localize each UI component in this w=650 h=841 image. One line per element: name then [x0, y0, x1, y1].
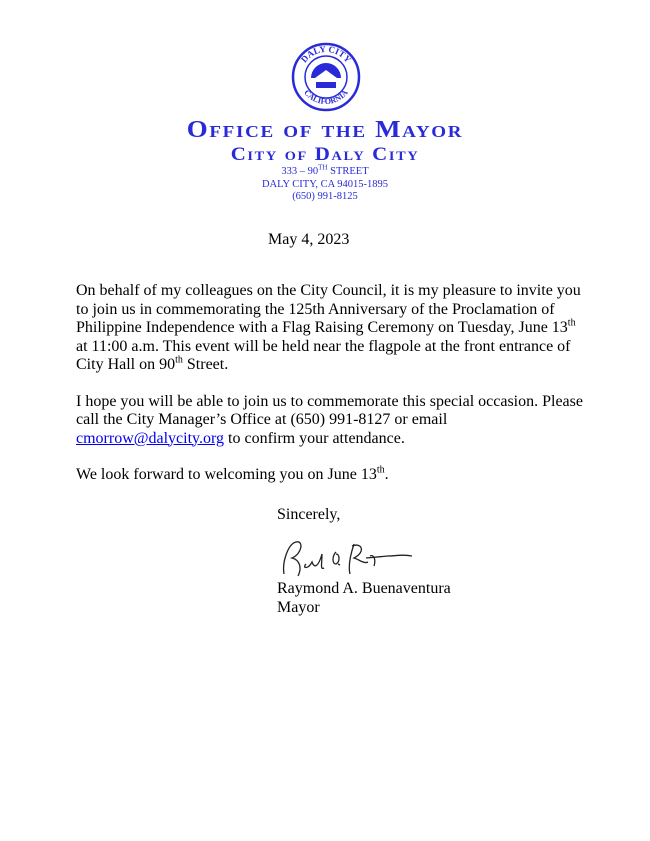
- letter-date: May 4, 2023: [268, 231, 350, 248]
- svg-text:CALIFORNIA: CALIFORNIA: [302, 87, 350, 107]
- address-sup: TH: [318, 163, 328, 172]
- p1-text-c: Street.: [182, 356, 229, 373]
- address-street: STREET: [327, 166, 369, 177]
- office-title: Office of the Mayor: [186, 117, 464, 143]
- p3-sup: th: [376, 464, 385, 476]
- email-link[interactable]: cmorrow@dalycity.org: [76, 429, 225, 447]
- phone: (650) 991-8125: [292, 191, 358, 202]
- p3-text-b: .: [384, 466, 389, 483]
- signer-block: [277, 580, 451, 617]
- p1-text-a: On behalf of my colleagues on the City Council, it is my pleasure to invite you to join us in commemorating the 125th Anniversary of the Proclamation of Philippine Independence with a Flag Raising Ceremony on Tuesday, June 13: [76, 282, 581, 336]
- city-title: City of Daly City: [230, 144, 420, 165]
- daly-city-seal-logo: [291, 42, 361, 112]
- p1-text-b: at 11:00 a.m. This event will be held near the flagpole at the front entrance of City Hall on 90: [76, 337, 571, 373]
- p1-sup-2: th: [175, 354, 183, 366]
- p3-text-a: We look forward to welcoming you on June 13: [76, 466, 377, 483]
- letter-body: [76, 282, 586, 503]
- address-number: 333 – 90: [281, 166, 319, 177]
- p2-text-a: I hope you will be able to join us to commemorate this special occasion. Please call the City Manager’s Office at (650) 991-8127 or email: [76, 392, 583, 428]
- p2-text-b: to confirm your attendance.: [224, 429, 405, 447]
- city-state-zip: DALY CITY, CA 94015-1895: [261, 178, 389, 190]
- paragraph-2: [76, 393, 586, 449]
- signature-image: [278, 534, 418, 580]
- signer-title: Mayor: [277, 598, 320, 616]
- closing: Sincerely,: [277, 506, 341, 523]
- p1-sup-1: th: [567, 317, 576, 329]
- letterhead-address: [0, 163, 650, 204]
- signer-name: Raymond A. Buenaventura: [277, 580, 451, 597]
- paragraph-1: [76, 282, 586, 375]
- svg-text:DALY CITY: DALY CITY: [298, 43, 354, 65]
- paragraph-3: [76, 466, 586, 485]
